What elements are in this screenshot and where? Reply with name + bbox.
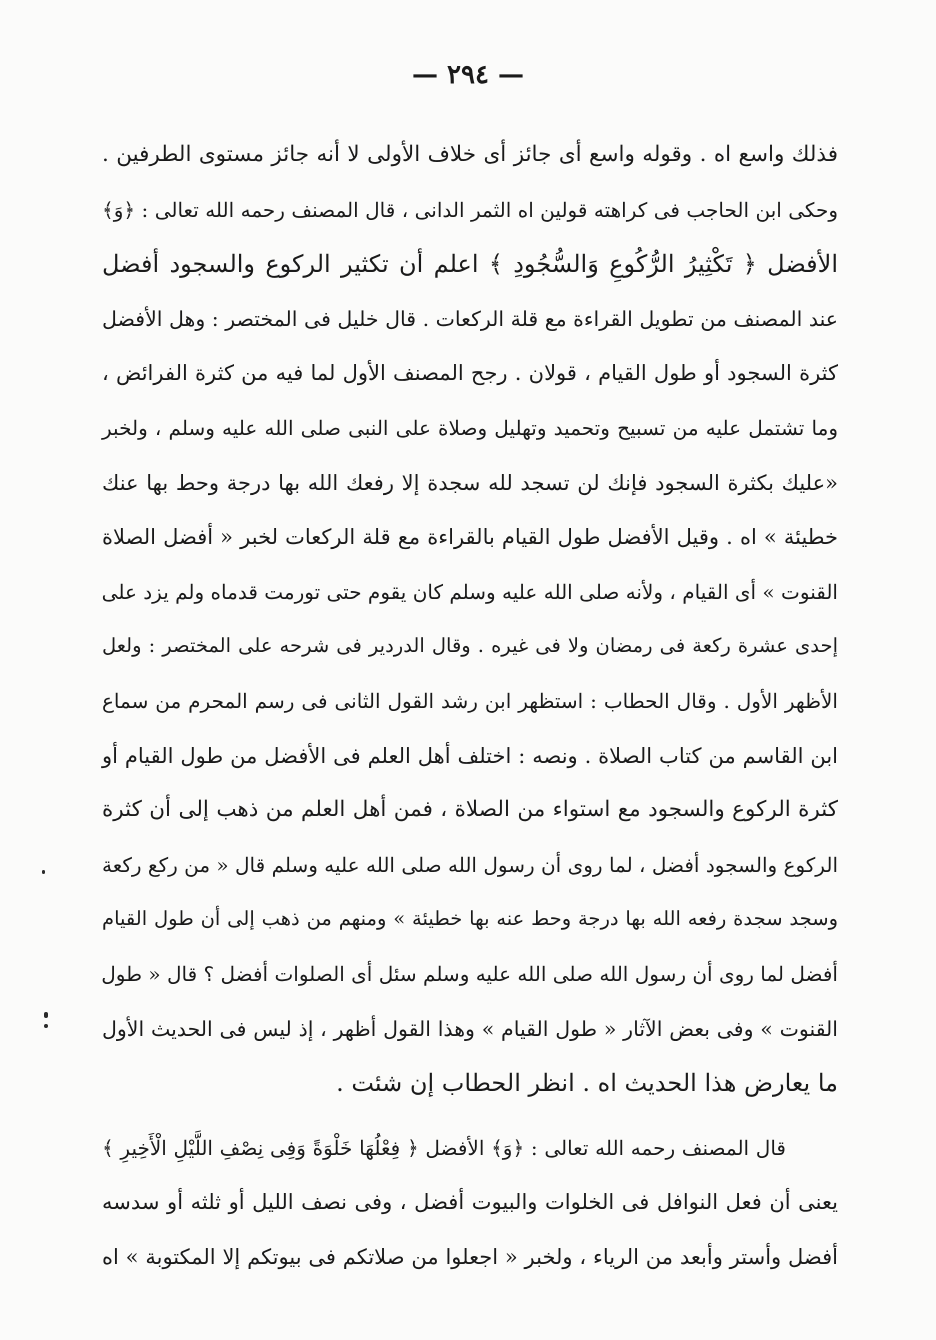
scan-speck — [44, 1024, 48, 1028]
text-line: «عليك بكثرة السجود فإنك لن تسجد لله سجدة إلا رفعك الله بها درجة وحط بها عنك — [102, 470, 838, 495]
text-line: وحكى ابن الحاجب فى كراهته قولين اه الثمر الدانى ، قال المصنف رحمه الله تعالى : ﴿وَ﴾ — [102, 197, 838, 222]
paragraph — [102, 128, 838, 1111]
text-line: ابن القاسم من كتاب الصلاة . ونصه : اختلف أهل العلم فى الأفضل من طول القيام أو — [102, 743, 838, 768]
text-line: ما يعارض هذا الحديث اه . انظر الحطاب إن شئت . — [336, 1069, 838, 1098]
text-line: القنوت » وفى بعض الآثار « طول القيام » وهذا القول أظهر ، إذ ليس فى الحديث الأول — [102, 1016, 838, 1041]
text-line: وما تشتمل عليه من تسبيح وتحميد وتهليل وصلاة على النبى صلى الله عليه وسلم ، ولخبر — [102, 415, 838, 440]
text-line: كثرة السجود أو طول القيام ، قولان . رجح المصنف الأول لما فيه من كثرة الفرائض ، — [102, 361, 838, 386]
scan-speck — [44, 1012, 48, 1018]
text-line: فذلك واسع اه . وقوله واسع أى جائز أى خلاف الأولى لا أنه جائز مستوى الطرفين . — [102, 142, 838, 167]
text-line: كثرة الركوع والسجود مع استواء من الصلاة ، فمن أهل العلم من ذهب إلى أن كثرة — [102, 797, 838, 823]
text-line: أفضل وأستر وأبعد من الرياء ، ولخبر « اجعلوا من صلاتكم فى بيوتكم إلا المكتوبة » اه — [102, 1244, 838, 1269]
text-line: إحدى عشرة ركعة فى رمضان ولا فى غيره . وقال الدردير فى شرحه على المختصر : ولعل — [102, 634, 838, 658]
text-line: أفضل لما روى أن رسول الله صلى الله عليه وسلم سئل أى الصلوات أفضل ؟ قال « طول — [101, 961, 838, 986]
text-line: الأظهر الأول . وقال الحطاب : استظهر ابن رشد القول الثانى فى رسم المحرم من سماع — [102, 688, 838, 713]
text-line: القنوت » أى القيام ، ولأنه صلى الله عليه وسلم كان يقوم حتى تورمت قدماه ولم يزد على — [101, 579, 838, 604]
text-line: الركوع والسجود أفضل ، لما روى أن رسول الله صلى الله عليه وسلم قال « من ركع ركعة — [102, 852, 838, 877]
paragraph — [102, 1121, 838, 1285]
text-line: يعنى أن فعل النوافل فى الخلوات والبيوت أفضل ، وفى نصف الليل أو ثلثه أو سدسه — [102, 1190, 838, 1215]
text-line: الأفضل ﴿ تَكْثِيرُ الرُّكُوعِ وَالسُّجُودِ ﴾ اعلم أن تكثير الركوع والسجود أفضل — [102, 250, 838, 279]
text-line: وسجد سجدة رفعه الله بها درجة وحط عنه بها خطيئة » ومنهم من ذهب إلى أن طول القيام — [102, 907, 838, 931]
scan-speck — [42, 870, 45, 874]
text-line: خطيئة » اه . وقيل الأفضل طول القيام بالقراءة مع قلة الركعات لخبر « أفضل الصلاة — [102, 525, 838, 550]
text-line: عند المصنف من تطويل القراءة مع قلة الركعات . قال خليل فى المختصر : وهل الأفضل — [102, 306, 838, 331]
body-text — [102, 128, 838, 1284]
page-number: — ٢٩٤ — — [411, 60, 525, 90]
paragraph-gap — [102, 1111, 838, 1121]
text-line: قال المصنف رحمه الله تعالى : ﴿وَ﴾ الأفضل ﴿ فِعْلُهَا خَلْوَةً وَفِى نِصْفِ اللَّيْلِ الْأَخِيرِ ﴾ — [102, 1135, 786, 1160]
